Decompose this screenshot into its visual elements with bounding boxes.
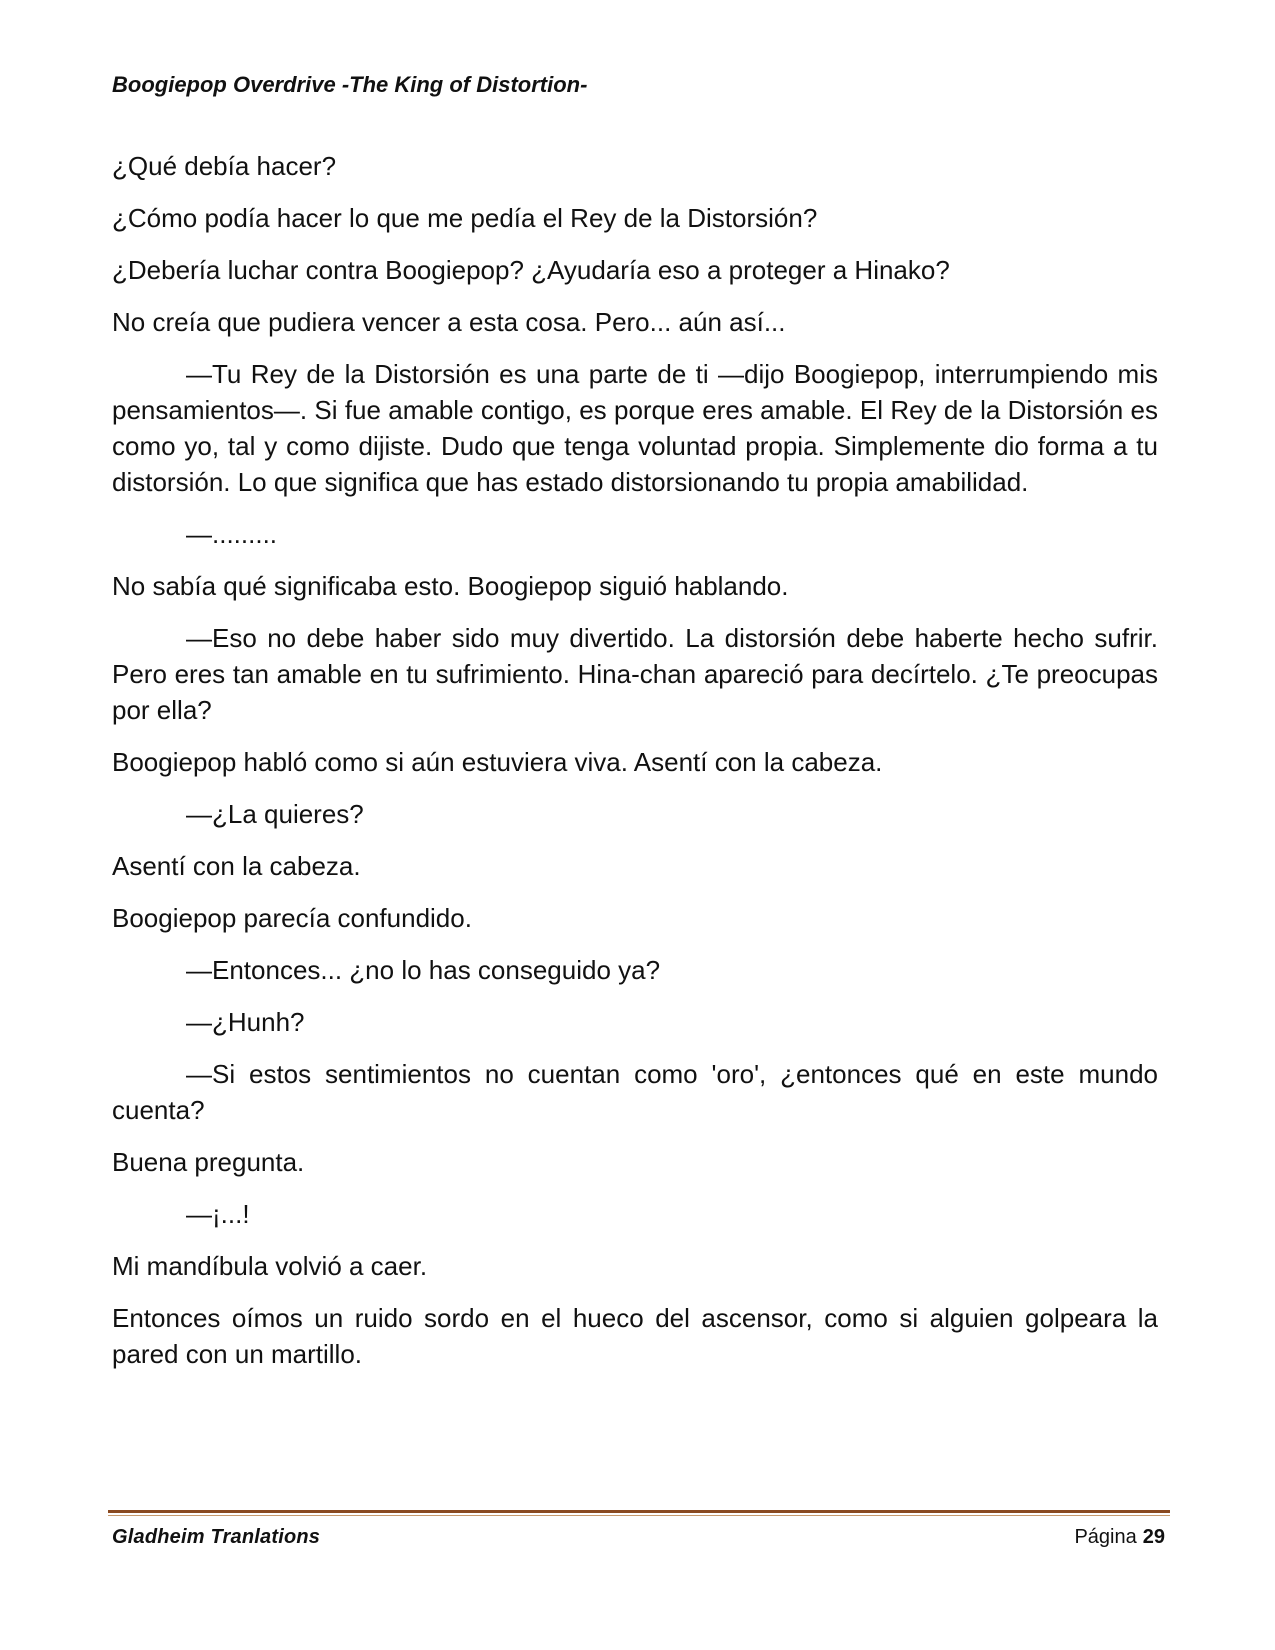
dialogue-paragraph: —¿La quieres? — [186, 799, 364, 829]
page-label: Página — [1074, 1526, 1137, 1548]
dialogue-paragraph: —¡...! — [186, 1199, 250, 1229]
running-header: Boogiepop Overdrive -The King of Distortion- — [112, 72, 588, 97]
paragraph: Entonces oímos un ruido sordo en el hueco del ascensor, como si alguien golpeara la pared con un martillo. — [112, 1303, 1158, 1369]
paragraph: No sabía qué significaba esto. Boogiepop siguió hablando. — [112, 571, 789, 601]
dialogue-paragraph: —Si estos sentimientos no cuentan como 'oro', ¿entonces qué en este mundo cuenta? — [112, 1059, 1158, 1125]
dialogue-paragraph: —Entonces... ¿no lo has conseguido ya? — [186, 955, 661, 985]
page-number: 29 — [1142, 1526, 1165, 1548]
dialogue-paragraph: —Eso no debe haber sido muy divertido. La distorsión debe haberte hecho sufrir. Pero eres tan amable en tu sufrimiento. Hina-chan apareció para decírtelo. ¿Te preocupas por ella? — [112, 623, 1158, 725]
dialogue-paragraph: —......... — [186, 519, 278, 549]
footer-divider — [108, 1510, 1170, 1516]
paragraph: Boogiepop habló como si aún estuviera viva. Asentí con la cabeza. — [112, 747, 883, 777]
translator-credit: Gladheim Tranlations — [112, 1526, 321, 1548]
page-indicator — [1074, 1526, 1165, 1549]
page-body — [112, 148, 1158, 1388]
paragraph: Asentí con la cabeza. — [112, 851, 361, 881]
dialogue-paragraph: —¿Hunh? — [186, 1007, 305, 1037]
paragraph: Boogiepop parecía confundido. — [112, 903, 472, 933]
paragraph: Mi mandíbula volvió a caer. — [112, 1251, 428, 1281]
paragraph: Buena pregunta. — [112, 1147, 305, 1177]
paragraph: ¿Qué debía hacer? — [112, 151, 337, 181]
paragraph: ¿Cómo podía hacer lo que me pedía el Rey de la Distorsión? — [112, 203, 818, 233]
paragraph: No creía que pudiera vencer a esta cosa. Pero... aún así... — [112, 307, 786, 337]
paragraph: ¿Debería luchar contra Boogiepop? ¿Ayudaría eso a proteger a Hinako? — [112, 255, 950, 285]
dialogue-paragraph: —Tu Rey de la Distorsión es una parte de ti —dijo Boogiepop, interrumpiendo mis pensamientos—. Si fue amable contigo, es porque eres amable. El Rey de la Distorsión es como yo, tal y como dijiste. Dudo que tenga voluntad propia. Simplemente dio forma a tu distorsión. Lo que significa que has estado distorsionando tu propia amabilidad. — [112, 359, 1158, 497]
